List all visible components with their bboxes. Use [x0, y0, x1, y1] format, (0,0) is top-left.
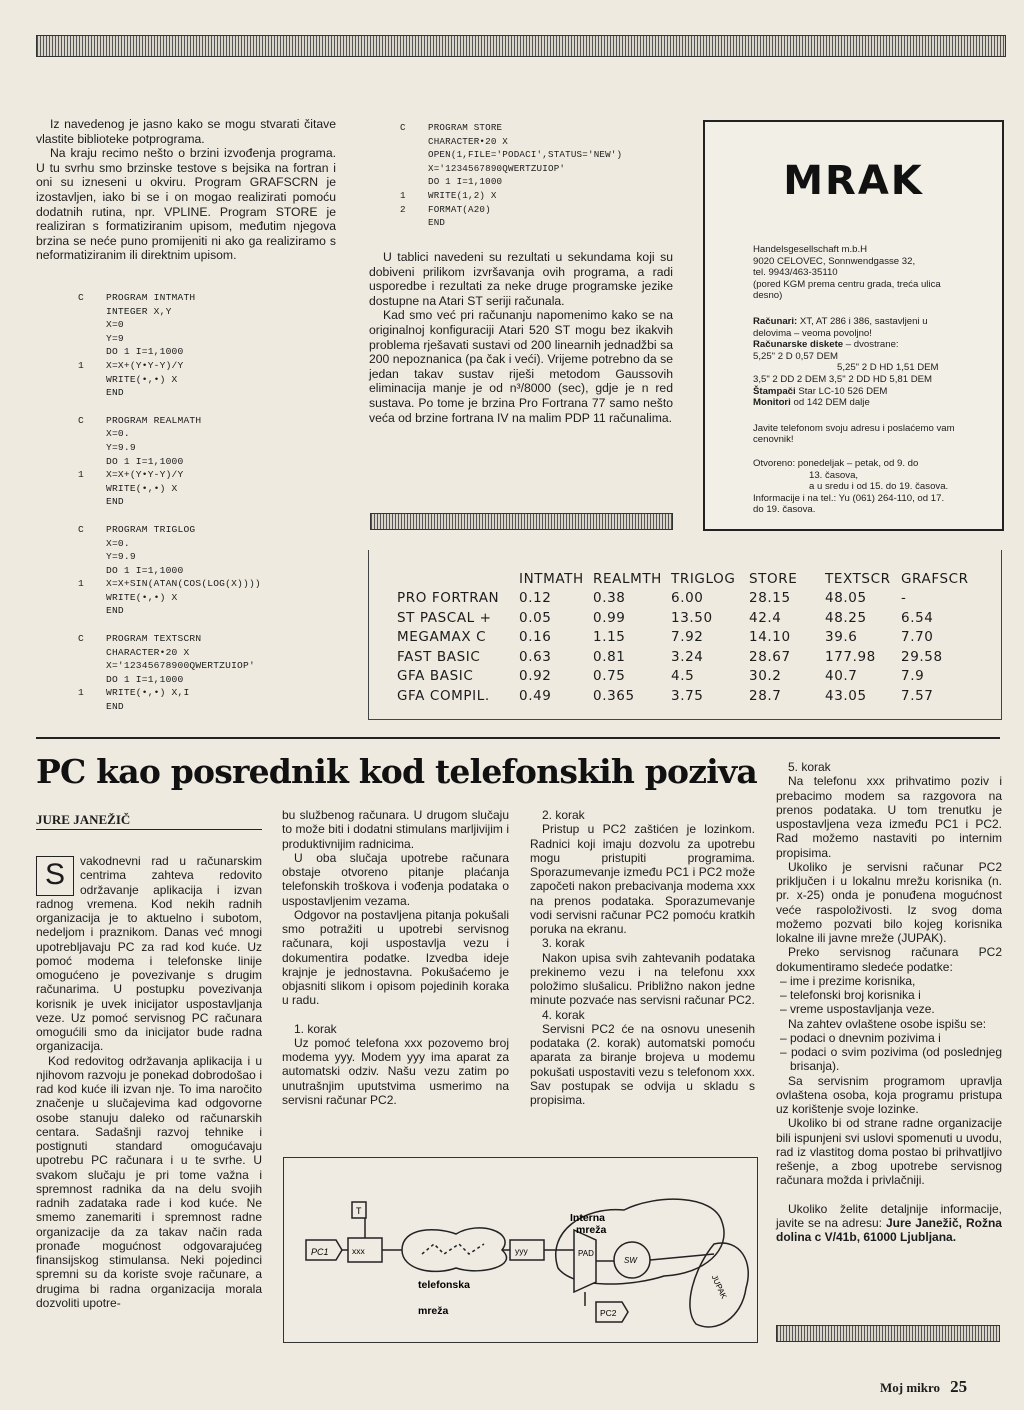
table-cell: 3.24: [671, 648, 704, 665]
list1-item-2: – telefonski broj korisnika i: [780, 988, 921, 1002]
step3-title: 3. korak: [542, 936, 585, 951]
code-label: [78, 373, 106, 387]
article-headline: PC kao posrednik kod telefonskih poziva: [36, 752, 757, 791]
code-line: [78, 618, 348, 632]
table-header-cell: TEXTSCR: [825, 570, 891, 587]
code-label: [78, 386, 106, 400]
jupak-label: JUPAK: [709, 1273, 729, 1301]
code-label: [78, 646, 106, 660]
table-cell: 177.98: [825, 648, 876, 665]
code-line: [78, 345, 348, 359]
code-text: X=X+SIN(ATAN(COS(LOG(X)))): [106, 578, 261, 590]
ad-disks-3: 3,5" 2 DD 2 DEM 3,5" 2 DD HD 5,81 DEM: [753, 373, 933, 385]
code-line: [78, 318, 348, 332]
table-cell: 14.10: [749, 629, 791, 646]
code-text: Y=9.9: [106, 441, 136, 453]
table-cell: 6.00: [671, 590, 704, 607]
ad-hours-2: 13. časova,: [809, 469, 859, 481]
col2-paragraph-1: bu službenog računara. U drugom slučaju to može biti i dodatni stimulans marljivijim i produktivnijim radnicima.: [282, 808, 509, 851]
table-cell: 13.50: [671, 609, 713, 626]
step4-text: Servisni PC2 će na osnovu unesenih podataka (2. korak) automatski pomoću aparata za biranje brojeva u modemu pokušati uspostaviti vezu s telefonom xxx. Sav postupak se odvija u skladu s propisima.: [530, 1021, 755, 1107]
table-cell: 0.99: [593, 609, 626, 626]
code-text: Y=9.9: [106, 551, 136, 563]
ad-monitors: Monitori od 142 DEM dalje: [753, 397, 870, 409]
table-row-label: FAST BASIC: [397, 648, 481, 665]
table-cell: 0.81: [593, 648, 626, 665]
table-header-row: [397, 569, 971, 589]
code-line: [78, 550, 348, 564]
code-text: OPEN(1,FILE='PODACI',STATUS='NEW'): [428, 149, 623, 161]
table-cell: 7.57: [901, 687, 934, 704]
code-line: [400, 189, 690, 203]
code-line: [400, 135, 690, 149]
ad-printers: Štampači Star LC-10 526 DEM: [753, 385, 888, 397]
code-label: [400, 148, 428, 162]
table-row: [397, 589, 971, 609]
intro-paragraph-2: Na kraju recimo nešto o brzini izvođenja programa. U tu svrhu smo brzinske testove s bejsika na fortran i oni su izneseni u okviru. Program GRAFSCRN je izostavljen, iako bi se i on mogao realizirati pomoću dodatnih rutina, npr. VPLINE. Program STORE je realiziran s formatiziranim upisom, međutim njegova brzina se neće puno promijeniti ni ako ga realiziramo s neformatiziranim ili direktnim upisom.: [36, 146, 336, 263]
results-paragraph-1: U tablici navedeni su rezultati u sekundama koji su dobiveni prilikom izvršavanja ovih programa, a radi usporedbe i rezultati za neke druge programske jezike dostupne na Atari ST seriji računala.: [369, 250, 673, 308]
code-text: CHARACTER•20 X: [428, 135, 508, 147]
table-row: [397, 628, 971, 648]
code-text: DO 1 I=1,1000: [106, 673, 184, 685]
code-label: [78, 441, 106, 455]
code-text: DO 1 I=1,1000: [106, 455, 184, 467]
code-label: 2: [400, 203, 406, 215]
intro-paragraph-1: Iz navedenog je jasno kako se mogu stvarati čitave vlastite biblioteke potprograma.: [36, 117, 336, 146]
table-cell: 0.63: [519, 648, 552, 665]
pc2-label: PC2: [600, 1308, 617, 1318]
code-line: [78, 482, 348, 496]
table-header-cell: STORE: [749, 570, 798, 587]
code-label: [78, 564, 106, 578]
table-row-label: PRO FORTRAN: [397, 590, 500, 607]
list2-item-1: – podaci o dnevnim pozivima i: [780, 1030, 941, 1045]
pad-label: PAD: [578, 1249, 594, 1258]
ad-info: Informacije i na tel.: Yu (061) 264-110, od 17. do 19. časova.: [753, 492, 945, 516]
code-line: [78, 673, 348, 687]
code-text: PROGRAM TEXTSCRN: [106, 633, 202, 645]
internal-network-label-1: Interna: [570, 1212, 606, 1224]
table-header-cell: TRIGLOG: [671, 570, 736, 587]
col4-paragraph-2: Ukoliko je servisni računar PC2 priključen i u lokalnu mrežu korisnika (n. pr. x-25) onda je ponuđena mogućnost veće raspoloživosti. Iz svog doma možemo pozvati bilo kojeg korisnika lokalne ili javne mreže (JUPAK).: [776, 859, 1002, 945]
table-header-cell: INTMATH: [519, 570, 584, 587]
code-label: [400, 175, 428, 189]
col2-paragraph-2: U oba slučaja upotrebe računara obstaje otvoreno pitanje plaćanja telefonskih troškova i vođenja podataka o uspostavljenim vezama.: [282, 850, 509, 908]
table-cell: -: [901, 590, 907, 607]
benchmark-table-box: [368, 550, 1002, 720]
col2-paragraph-3: Odgovor na postavljena pitanja pokušali smo potražiti u upotrebi servisnog računara, koji uspostavlja vezu i dokumentira podatke. Izvedba ideje krajnje je jednostavna. Pokušaćemo je objasniti slikom i opisom pojedinih koraka u radu.: [282, 907, 509, 1008]
code-line: [78, 373, 348, 387]
ad-disks: Računarske diskete – dvostrane:: [753, 339, 899, 351]
page-footer: [880, 1377, 967, 1397]
code-text: WRITE(•,•) X: [106, 591, 178, 603]
list1-item-1: – ime i prezime korisnika,: [780, 973, 916, 988]
code-label: [78, 427, 106, 441]
code-text: X=X+(Y•Y-Y)/Y: [106, 359, 184, 371]
code-text: END: [106, 387, 124, 399]
code-label: [78, 604, 106, 618]
article-column-4: [776, 760, 1002, 1244]
results-text: [369, 250, 673, 425]
code-label: [78, 495, 106, 509]
mrak-logo: MRAK: [783, 158, 924, 204]
code-line: [78, 386, 348, 400]
ad-body: [705, 204, 1002, 516]
code-label: C: [78, 414, 84, 426]
code-text: Y=9: [106, 332, 124, 344]
telephone-network-cloud: [402, 1228, 507, 1272]
code-label: C: [78, 523, 84, 535]
code-line: [78, 495, 348, 509]
code-text: END: [106, 496, 124, 508]
code-line: [78, 427, 348, 441]
code-label: 1: [78, 359, 84, 371]
step4-title: 4. korak: [542, 1007, 585, 1022]
table-cell: 7.9: [901, 668, 925, 685]
article-column-2: [282, 808, 509, 1107]
article-column-3: [530, 808, 755, 1107]
code-text: WRITE(•,•) X: [106, 482, 178, 494]
col4-paragraph-5: Sa servisnim programom upravlja ovlaštena osoba, koja programu pristupa uz korištenje svoje lozinke.: [776, 1073, 1002, 1116]
code-line: [78, 523, 348, 537]
table-header-cell: [397, 569, 519, 589]
code-label: [78, 345, 106, 359]
code-label: C: [78, 292, 84, 303]
code-line: [78, 455, 348, 469]
code-line: [78, 604, 348, 618]
col4-paragraph-3: Preko servisnog računara PC2 dokumentiramo sledeće podatke:: [776, 945, 1002, 974]
table-row: [397, 608, 971, 628]
code-line: [400, 162, 690, 176]
table-cell: 0.365: [593, 687, 635, 704]
code-text: X=0: [106, 319, 124, 331]
ad-company: Handelsgesellschaft m.b.H: [753, 244, 868, 255]
table-row-label: ST PASCAL +: [397, 609, 492, 626]
code-label: [400, 135, 428, 149]
code-text: X='1234567890QWERTZUIOP': [428, 162, 566, 174]
article-column-1: [36, 854, 262, 1310]
code-label: [78, 318, 106, 332]
code-line: [78, 577, 348, 591]
code-line: [78, 332, 348, 346]
code-label: [78, 550, 106, 564]
code-label: [78, 332, 106, 346]
code-label: 1: [78, 687, 84, 699]
table-cell: 3.75: [671, 687, 704, 704]
code-line: [78, 414, 348, 428]
col2-step1-title: 1. korak: [294, 1021, 337, 1036]
table-cell: 29.58: [901, 648, 943, 665]
code-label: [78, 700, 106, 714]
code-line: [78, 591, 348, 605]
code-label: [400, 162, 428, 176]
table-header-cell: REALMTH: [593, 570, 662, 587]
code-label: [78, 455, 106, 469]
page-number: 25: [950, 1377, 968, 1396]
table-cell: 0.38: [593, 590, 626, 607]
code-listing-left: [78, 291, 348, 714]
ad-disks-1: 5,25" 2 D 0,57 DEM: [753, 350, 838, 362]
code-line: [78, 468, 348, 482]
sw-label: SW: [624, 1256, 637, 1265]
intro-text: [36, 117, 336, 263]
code-text: WRITE(•,•) X,I: [106, 687, 190, 699]
yyy-label: yyy: [515, 1246, 528, 1256]
code-text: X=X+(Y•Y-Y)/Y: [106, 469, 184, 481]
list1-item-3: – vreme uspostavljanja veze.: [780, 1002, 935, 1017]
code-label: [400, 216, 428, 230]
code-label: [78, 659, 106, 673]
table-cell: 28.67: [749, 648, 791, 665]
code-line: [78, 564, 348, 578]
table-cell: 43.05: [825, 687, 867, 704]
step5-text: Na telefonu xxx prihvatimo poziv i prebacimo modem sa razgovora na prenos podataka. U tom trenutku je uspostavljena veza između PC1 i PC2. Rad možemo nastaviti po internim propisima.: [776, 774, 1002, 860]
code-text: CHARACTER•20 X: [106, 646, 190, 658]
table-row-label: GFA BASIC: [397, 668, 474, 685]
code-text: INTEGER X,Y: [106, 305, 172, 317]
bottom-rule: [776, 1325, 1000, 1342]
table-cell: 7.92: [671, 629, 704, 646]
table-cell: 28.7: [749, 687, 782, 704]
table-cell: 7.70: [901, 629, 934, 646]
code-line: [78, 646, 348, 660]
code-line: [78, 359, 348, 373]
table-cell: 28.15: [749, 590, 791, 607]
table-cell: 0.16: [519, 629, 552, 646]
mrak-advertisement: [703, 120, 1004, 531]
code-line: [400, 121, 690, 135]
code-line: [400, 175, 690, 189]
table-cell: 48.05: [825, 590, 867, 607]
internal-network-label-2: mreža: [576, 1224, 607, 1236]
code-text: DO 1 I=1,1000: [428, 176, 503, 188]
code-line: [78, 400, 348, 414]
contact-paragraph: Ukoliko želite detaljnije informacije, javite se na adresu: Jure Janežič, Rožna dolina c V/41b, 61000 Ljubljana.: [776, 1201, 1002, 1244]
code-line: [78, 537, 348, 551]
code-label: [78, 591, 106, 605]
code-line: [78, 305, 348, 319]
code-text: PROGRAM INTMATH: [106, 292, 196, 303]
code-text: PROGRAM STORE: [428, 122, 503, 133]
top-rule: [36, 35, 1006, 57]
code-text: PROGRAM REALMATH: [106, 414, 202, 426]
benchmark-table: [397, 569, 971, 706]
table-cell: 42.4: [749, 609, 782, 626]
step3-text: Nakon upisa svih zahtevanih podataka prekinemo vezu i na telefonu xxx položimo slušalicu. Približno nakon jedne minute pozvaće nas servisni računar PC2.: [530, 950, 755, 1008]
ad-hours-1: Otvoreno: ponedeljak – petak, od 9. do: [753, 457, 919, 469]
code-line: [78, 700, 348, 714]
step2-text: Pristup u PC2 zaštićen je lozinkom. Radnici koji imaju dozvolu za upotrebu mogu pristupiti programima. Sporazumevanje između PC1 i PC2 može započeti nakon prebacivanja modema xxx na prenos podataka. Sporazumevanje vodi servisni računar PC2 pomoću kratkih poruka na ekranu.: [530, 822, 755, 936]
middle-rule: [370, 513, 673, 530]
article-author: JURE JANEŽIČ: [36, 812, 131, 827]
ad-call: Javite telefonom svoju adresu i poslaćemo vam cenovnik!: [753, 422, 955, 446]
code-label: C: [78, 633, 84, 645]
code-label: 1: [78, 578, 84, 590]
code-line: [78, 632, 348, 646]
code-text: X=0.: [106, 428, 130, 440]
code-text: DO 1 I=1,1000: [106, 346, 184, 358]
table-row: [397, 647, 971, 667]
step5-title: 5. korak: [788, 760, 831, 774]
connection-diagram: [283, 1157, 758, 1343]
code-line: [400, 216, 690, 230]
table-cell: 30.2: [749, 668, 782, 685]
code-label: [78, 305, 106, 319]
code-text: WRITE(•,•) X: [106, 373, 178, 385]
code-text: DO 1 I=1,1000: [106, 564, 184, 576]
headline-rule-top: [36, 737, 1000, 739]
table-row-label: GFA COMPIL.: [397, 687, 490, 704]
table-header-cell: GRAFSCR: [901, 570, 969, 587]
results-paragraph-2: Kad smo već pri računanju napomenimo kako se na originalnoj konfiguraciji Atari 520 ST mogu bez ikakvih problema rješavati sustavi od 200 linearnih jednadžbi sa 200 nepoznanica (pa čak i veći). Vrijeme potrebno da se jedan takav sustav riješi metodom Gaussovih eliminacija manje je od n³/8000 (sec), gdje je n red sustava. Po tome je brzina Pro Fortrana 77 samo nešto veća od brzine fortrana IV na malim PDP 11 računalima.: [369, 308, 673, 425]
col1-paragraph-1: vakodnevni rad u računarskim centrima zahteva redovito održavanje aplikacija i izvan radnog vremena. Kod nekih radnih organizacija je to aktuelno i subotom, nedeljom i praznikom. Danas već mnogi upotrebljavaju PC za rad kod kuće. Uz pomoć modema i telefonske linije omogućeno je povezivanje s drugim računarima. U postupku povezivanja korisnik je uvek inicijator uspostavljanja veze. Uz pomoć servisnog PC računara omogućili smo da inicijator bude radna organizacija.: [36, 854, 262, 1054]
magazine-name: Moj mikro: [880, 1380, 941, 1395]
ad-location: (pored KGM prema centru grada, treća ulica desno): [753, 278, 941, 302]
col1-paragraph-2: Kod redovitog održavanja aplikacija i u njihovom razvoju je ponekad dobrodošao i rad kod kuće ili izvan nje. To ima naročito značenje u slučajevima kad odgovorne osobe stanuju daleko od računarskih centara. Sadašnji razvoj tehnike i postignuti standard omogućavaju upotrebu PC računara i u te svrhe. U svakom slučaju je pri tome važna i spremnost radnika da na delu svojih radnih zadataka rade i kod kuće. Ne smemo zanemariti i spremnost radne organizacije da za takav način rada pronađe mogućnost odgovarajućeg finansijskog stimulansa. Neki pojedinci spremni su da koriste svoje računare, a drugima bi radna organizacija morala dozvoliti upotre-: [36, 1053, 262, 1310]
ad-computers: Računari: XT, AT 286 i 386, sastavljeni u delovima – veoma povoljno!: [753, 315, 928, 339]
code-label: [78, 482, 106, 496]
table-cell: 0.92: [519, 668, 552, 685]
code-line: [400, 203, 690, 217]
line-signal: [422, 1244, 484, 1254]
xxx-label: xxx: [352, 1246, 365, 1256]
code-text: END: [106, 605, 124, 617]
table-cell: 39.6: [825, 629, 858, 646]
col4-paragraph-4: Na zahtev ovlaštene osobe ispišu se:: [788, 1016, 987, 1031]
table-cell: 6.54: [901, 609, 934, 626]
table-cell: 4.5: [671, 668, 695, 685]
diagram-svg: [284, 1158, 759, 1344]
telephone-network-label-1: telefonska: [418, 1279, 470, 1291]
code-line: [78, 441, 348, 455]
ad-phone: tel. 9943/463-35110: [753, 267, 838, 279]
pc1-label: PC1: [311, 1247, 329, 1257]
code-text: PROGRAM TRIGLOG: [106, 523, 196, 535]
table-cell: 0.12: [519, 590, 552, 607]
author-underline: [36, 829, 262, 830]
step2-title: 2. korak: [542, 808, 585, 822]
code-text: WRITE(1,2) X: [428, 189, 497, 201]
table-cell: 0.49: [519, 687, 552, 704]
ad-hours-3: a u sredu i od 15. do 19. časova.: [809, 481, 949, 493]
telephone-network-label-2: mreža: [418, 1305, 449, 1317]
table-cell: 0.05: [519, 609, 552, 626]
code-text: END: [428, 217, 446, 229]
code-label: 1: [78, 469, 84, 481]
table-row: [397, 686, 971, 706]
code-line: [400, 148, 690, 162]
code-listing-store: [400, 121, 690, 230]
code-line: [78, 291, 348, 305]
table-row-label: MEGAMAX C: [397, 629, 487, 646]
code-text: END: [106, 701, 124, 713]
list2-item-2: – podaci o svim pozivima (od poslednjeg brisanja).: [780, 1045, 1002, 1074]
code-label: 1: [400, 189, 406, 201]
code-label: [78, 673, 106, 687]
code-line: [78, 509, 348, 523]
code-line: [78, 686, 348, 700]
code-label: C: [400, 122, 406, 133]
pad-box: [574, 1230, 596, 1292]
t-label: T: [356, 1206, 362, 1216]
ad-disks-2: 5,25" 2 D HD 1,51 DEM: [837, 362, 939, 374]
table-cell: 48.25: [825, 609, 867, 626]
col4-paragraph-6: Ukoliko bi od strane radne organizacije bili ispunjeni svi uslovi spomenuti u uvodu, rad iz vlastitog doma postao bi prihvatljivo rešenje, a zbog upotrebe servisnog računara moždа i privlačniji.: [776, 1116, 1002, 1188]
code-text: X=0.: [106, 537, 130, 549]
code-text: FORMAT(A20): [428, 203, 491, 215]
table-cell: 1.15: [593, 629, 626, 646]
table-cell: 40.7: [825, 668, 858, 685]
table-row: [397, 667, 971, 687]
col2-step1-text: Uz pomoć telefona xxx pozovemo broj modema yyy. Modem yyy ima aparat za automatski odziv. Našu vezu zatim po unutrašnjim uputstvima usmerimo na servisni računar PC2.: [282, 1035, 509, 1107]
code-text: X='12345678900QWERTZUIOP': [106, 660, 255, 672]
drop-cap: S: [36, 856, 74, 896]
code-label: [78, 537, 106, 551]
ad-address: 9020 CELOVEC, Sonnwendgasse 32,: [753, 255, 916, 267]
table-cell: 0.75: [593, 668, 626, 685]
code-line: [78, 659, 348, 673]
